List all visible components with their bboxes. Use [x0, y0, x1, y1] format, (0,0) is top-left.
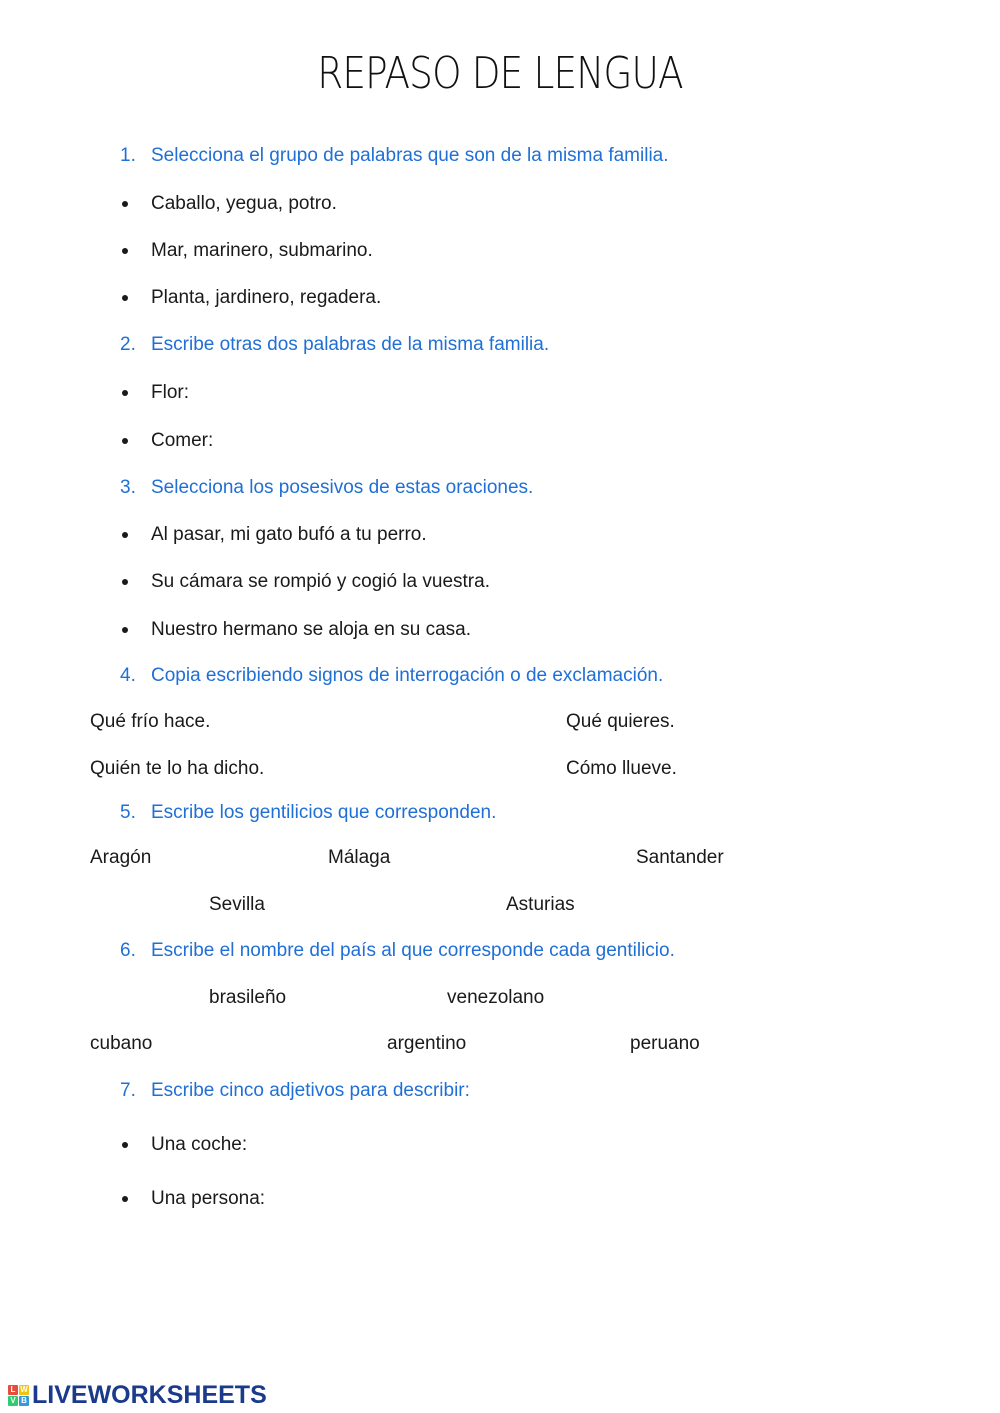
question-number: 4.	[120, 665, 136, 686]
option-item[interactable]: Mar, marinero, submarino.	[151, 240, 373, 261]
phrase-item: Quién te lo ha dicho.	[90, 758, 265, 779]
phrase-item: Qué frío hace.	[90, 711, 211, 732]
logo-grid-icon	[8, 1385, 29, 1406]
question-text: Selecciona el grupo de palabras que son de la misma familia.	[151, 145, 669, 166]
question-text: Escribe los gentilicios que corresponden.	[151, 802, 497, 823]
sentence-item[interactable]: Su cámara se rompió y cogió la vuestra.	[151, 571, 490, 592]
demonym-item: cubano	[90, 1033, 153, 1054]
brand-name: LIVEWORKSHEETS	[32, 1380, 267, 1409]
phrase-item: Qué quieres.	[566, 711, 675, 732]
phrase-item: Cómo llueve.	[566, 758, 677, 779]
bullet-icon	[122, 201, 128, 207]
logo-square: B	[19, 1396, 29, 1406]
question-number: 1.	[120, 145, 136, 166]
bullet-icon	[122, 390, 128, 396]
answer-label: Una persona:	[151, 1188, 266, 1209]
option-item[interactable]: Planta, jardinero, regadera.	[151, 287, 382, 308]
bullet-icon	[122, 579, 128, 585]
question-text: Escribe otras dos palabras de la misma familia.	[151, 334, 550, 355]
page-title: REPASO DE LENGUA	[317, 48, 683, 99]
question-number: 2.	[120, 334, 136, 355]
logo-square: W	[20, 1384, 28, 1394]
option-item[interactable]: Caballo, yegua, potro.	[151, 193, 337, 214]
demonym-item: venezolano	[447, 987, 545, 1008]
question-number: 5.	[120, 802, 136, 823]
question-text: Selecciona los posesivos de estas oraciones.	[151, 477, 534, 498]
place-item: Málaga	[328, 847, 391, 868]
question-number: 3.	[120, 477, 136, 498]
demonym-item: brasileño	[209, 987, 287, 1008]
place-item: Santander	[636, 847, 724, 868]
bullet-icon	[122, 438, 128, 444]
question-number: 6.	[120, 940, 136, 961]
question-text: Escribe el nombre del país al que corresponde cada gentilicio.	[151, 940, 675, 961]
bullet-icon	[122, 248, 128, 254]
question-number: 7.	[120, 1080, 136, 1101]
bullet-icon	[122, 295, 128, 301]
answer-label: Comer:	[151, 430, 214, 451]
bullet-icon	[122, 627, 128, 633]
logo-square: L	[8, 1385, 18, 1395]
answer-label: Flor:	[151, 382, 189, 403]
place-item: Asturias	[506, 894, 575, 915]
bullet-icon	[122, 1142, 128, 1148]
sentence-item[interactable]: Nuestro hermano se aloja en su casa.	[151, 619, 472, 640]
logo-square: V	[8, 1396, 18, 1406]
question-text: Copia escribiendo signos de interrogación o de exclamación.	[151, 665, 664, 686]
place-item: Aragón	[90, 847, 152, 868]
place-item: Sevilla	[209, 894, 265, 915]
answer-label: Una coche:	[151, 1134, 248, 1155]
demonym-item: peruano	[630, 1033, 700, 1054]
demonym-item: argentino	[387, 1033, 467, 1054]
liveworksheets-logo[interactable]	[8, 1381, 267, 1409]
bullet-icon	[122, 1196, 128, 1202]
bullet-icon	[122, 532, 128, 538]
question-text: Escribe cinco adjetivos para describir:	[151, 1080, 470, 1101]
sentence-item[interactable]: Al pasar, mi gato bufó a tu perro.	[151, 524, 427, 545]
